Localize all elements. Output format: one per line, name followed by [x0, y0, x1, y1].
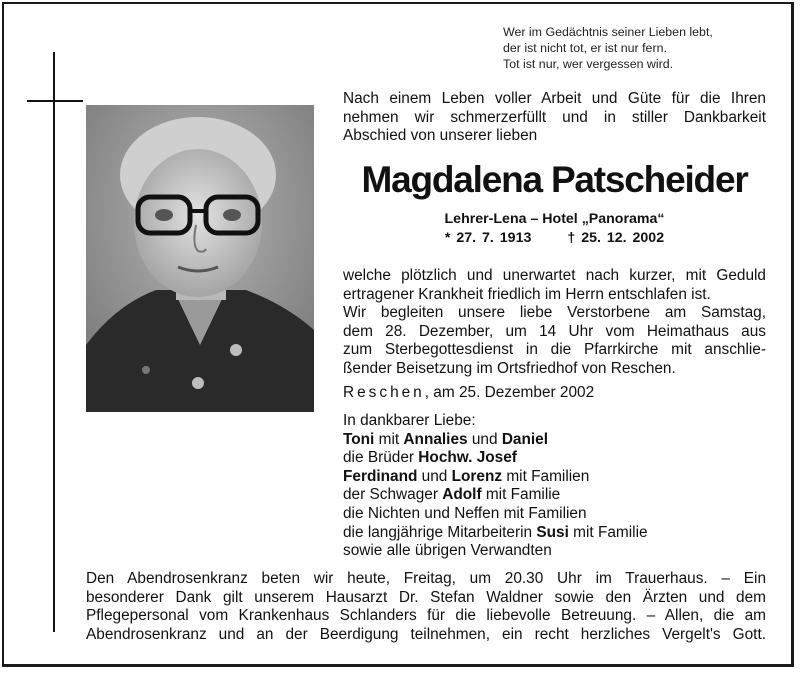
intro-line: Abschied von unserer lieben — [343, 127, 538, 144]
mourner-line: sowie alle übrigen Verwandten — [343, 542, 552, 560]
cross-horizontal-bar — [27, 100, 83, 102]
mourner-line: der Schwager Adolf mit Familie — [343, 486, 561, 504]
place-date-text: , am 25. Dezember 2002 — [424, 384, 595, 401]
mourner-line: Toni mit Annalies und Daniel — [343, 430, 548, 448]
mourner-line: die Nichten und Neffen mit Familien — [343, 504, 587, 522]
motto-line: Tot ist nur, wer vergessen wird. — [503, 57, 674, 71]
cross-vertical-bar — [53, 52, 55, 632]
footer-line: Abendrosenkranz und an der Beerdigung teilnehmen, ein recht herzliches Vergelt's Gott. — [86, 625, 766, 643]
mourner-line: die Brüder Hochw. Josef — [343, 449, 517, 467]
portrait-photo — [86, 105, 314, 412]
mourners-list — [343, 412, 766, 561]
deceased-name: Magdalena Patscheider — [361, 159, 748, 200]
footer-line: besonderer Dank gilt unserem Hausarzt Dr. Stefan Waldner sowie den Ärzten und dem — [86, 588, 766, 606]
mourner-line: Ferdinand und Lorenz mit Familien — [343, 467, 590, 485]
mourners-heading: In dankbarer Liebe: — [343, 412, 476, 429]
life-dates — [343, 229, 766, 247]
birth-date: * 27. 7. 1913 — [444, 230, 532, 246]
footer-text — [86, 570, 766, 644]
motto-line: Wer im Gedächtnis seiner Lieben lebt, — [503, 25, 713, 39]
motto-line: der ist nicht tot, er ist nur fern. — [503, 41, 667, 55]
mourner-line: die langjährige Mitarbeiterin Susi mit Familie — [343, 523, 648, 541]
body-line: welche plötzlich und unerwartet nach kurzer, mit Geduld — [343, 267, 766, 284]
body-line: ertragener Krankheit friedlich im Herrn entschlafen ist. — [343, 285, 711, 303]
intro-text — [343, 90, 766, 146]
announcement-body — [343, 267, 766, 378]
place-date — [343, 384, 766, 403]
place-town: Reschen — [343, 384, 425, 401]
motto-quote — [503, 24, 783, 72]
deceased-nickname: Lehrer-Lena – Hotel „Panorama“ — [444, 211, 665, 227]
intro-line: Nach einem Leben voller Arbeit und Güte für die Ihren — [343, 90, 766, 107]
death-date: † 25. 12. 2002 — [567, 230, 665, 246]
footer-line: Pflegepersonal vom Krankenhaus Schlanders für die liebevolle Betreuung. – Allen, die am — [86, 607, 766, 624]
body-line: ßender Beisetzung im Ortsfriedhof von Reschen. — [343, 359, 676, 377]
intro-line: nehmen wir schmerzerfüllt und in stiller Dankbarkeit — [343, 108, 766, 126]
footer-line: Den Abendrosenkranz beten wir heute, Freitag, um 20.30 Uhr im Trauerhaus. – Ein — [86, 570, 766, 587]
body-line: dem 28. Dezember, um 14 Uhr vom Heimathaus aus — [343, 322, 766, 340]
body-line: zum Sterbegottesdienst in die Pfarrkirche mit anschlie- — [343, 341, 766, 358]
body-line: Wir begleiten unsere liebe Verstorbene am Samstag, — [343, 304, 766, 321]
